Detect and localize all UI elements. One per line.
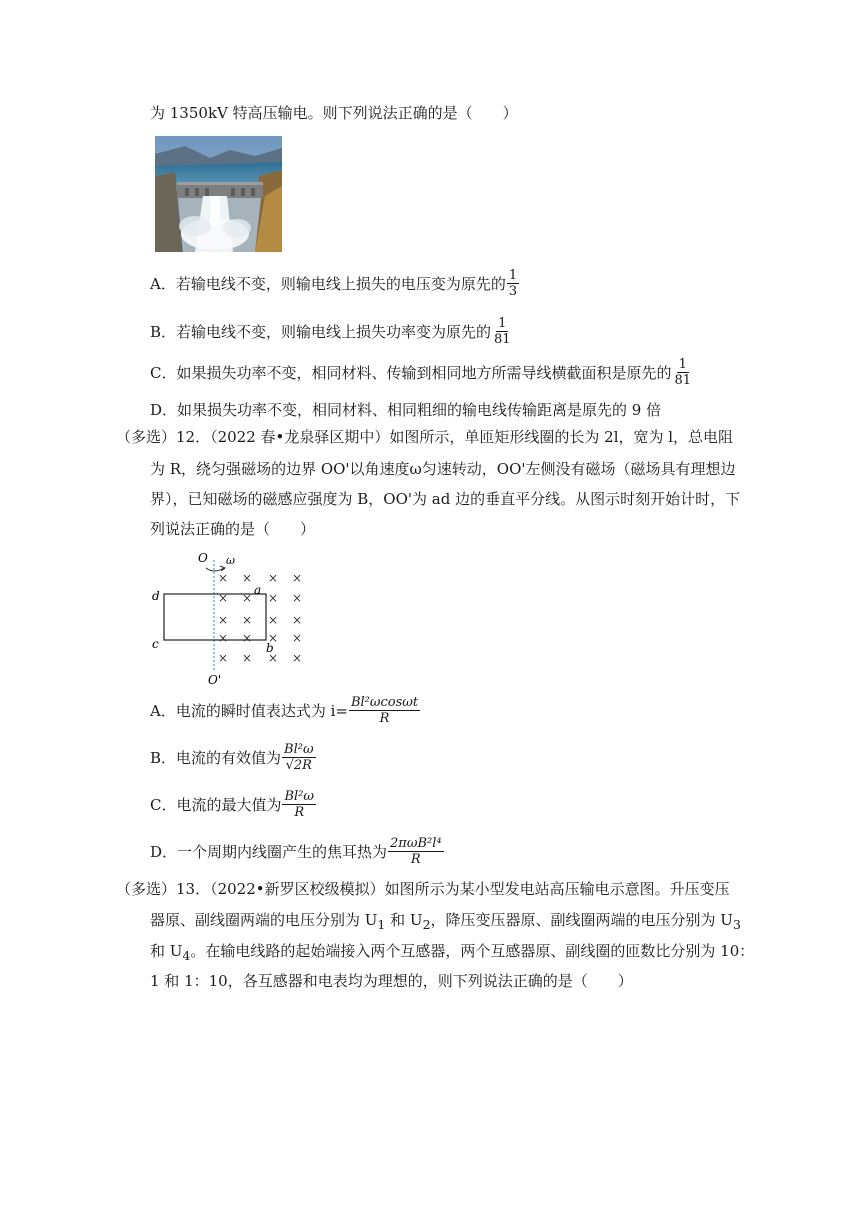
fraction-denominator: √2R (285, 758, 312, 773)
label-omega: ω (226, 554, 235, 567)
q13-stem-line-1: （多选）13．（2022•新罗区校级模拟）如图所示为某小型发电站高压输电示意图。升压变压 (116, 880, 730, 898)
field-cross: × (292, 613, 303, 627)
fraction-numerator: Bl²ω (284, 742, 314, 757)
q13-stem-line-2 (150, 909, 741, 936)
fraction-denominator: R (379, 711, 390, 726)
field-cross: × (242, 571, 253, 585)
q12-option-d (150, 836, 444, 867)
option-text: A．电流的瞬时值表达式为 i= (150, 702, 348, 720)
field-cross: × (218, 591, 229, 605)
q13-stem-line-4: 1 和 1：10，各互感器和电表均为理想的，则下列说法正确的是（ ） (150, 972, 633, 990)
field-cross: × (218, 631, 229, 645)
field-cross: × (292, 651, 303, 665)
text-run: 和 U (150, 942, 183, 960)
field-cross: × (292, 631, 303, 645)
subscript: 1 (377, 917, 386, 932)
text-run: 器原、副线圈两端的电压分别为 U (150, 911, 378, 929)
field-cross: × (218, 613, 229, 627)
q11-option-a (150, 268, 519, 299)
text-run: ，降压变压器原、副线圈两端的电压分别为 U (430, 911, 733, 929)
field-cross: × (242, 631, 253, 645)
q12-option-b (150, 742, 316, 773)
option-text: C．如果损失功率不变，相同材料、传输到相同地方所需导线横截面积是原先的 (150, 364, 672, 382)
label-c: c (152, 637, 159, 651)
fraction-denominator: 81 (494, 332, 511, 347)
fraction (349, 695, 420, 726)
label-a: a (254, 583, 262, 597)
q12-stem-line-1: （多选）12．（2022 春•龙泉驿区期中）如图所示，单匝矩形线圈的长为 2l，宽为 l，总电阻 (116, 428, 734, 446)
q12-stem-line-4: 列说法正确的是（ ） (150, 520, 316, 538)
fraction-denominator: 3 (508, 284, 518, 299)
fraction (507, 268, 519, 299)
fraction-denominator: R (410, 852, 421, 867)
label-o-bottom: O' (208, 673, 222, 687)
fraction-denominator: R (294, 805, 305, 820)
field-cross: × (292, 591, 303, 605)
option-text: D．一个周期内线圈产生的焦耳热为 (150, 843, 388, 861)
q12-stem-line-2: 为 R，绕匀强磁场的边界 OO'以角速度ω匀速转动，OO'左侧没有磁场（磁场具有理想边 (150, 460, 736, 478)
option-text: C．电流的最大值为 (150, 796, 282, 814)
fraction-numerator: Bl²ω (284, 789, 315, 804)
q11-stem-tail: 为 1350kV 特高压输电。则下列说法正确的是（ ） (150, 104, 518, 122)
option-text: B．电流的有效值为 (150, 749, 282, 767)
q12-option-c (150, 789, 316, 820)
q12-option-a (150, 695, 420, 726)
fraction-numerator: 1 (678, 357, 687, 372)
field-cross: × (292, 571, 303, 585)
fraction (672, 357, 693, 388)
q11-option-d: D．如果损失功率不变，相同材料、相同粗细的输电线传输距离是原先的 9 倍 (150, 401, 662, 419)
field-cross: × (268, 631, 279, 645)
fraction-numerator: Bl²ωcosωt (350, 695, 419, 710)
subscript: 3 (732, 917, 741, 932)
fraction-numerator: 2πωB²l⁴ (390, 836, 442, 851)
dam-photo (155, 136, 282, 252)
option-text: B．若输电线不变，则输电线上损失功率变为原先的 (150, 323, 492, 341)
fraction-numerator: 1 (508, 268, 518, 283)
field-cross: × (218, 571, 229, 585)
field-cross: × (268, 571, 279, 585)
fraction (492, 316, 513, 347)
q11-option-b (150, 316, 513, 347)
q12-stem-line-3: 界），已知磁场的磁感应强度为 B，OO'为 ad 边的垂直平分线。从图示时刻开始计时，下 (150, 490, 741, 508)
fraction-numerator: 1 (498, 316, 507, 331)
text-run: 。在输电线路的起始端接入两个互感器，两个互感器原、副线圈的匝数比分别为 10： (190, 942, 755, 960)
coil-magnetic-field-diagram (148, 548, 318, 688)
option-text: A．若输电线不变，则输电线上损失的电压变为原先的 (150, 275, 506, 293)
fraction (388, 836, 444, 867)
label-b: b (266, 641, 274, 655)
subscript: 4 (182, 948, 191, 963)
label-o-top: O (198, 551, 208, 565)
field-cross: × (218, 651, 229, 665)
field-cross: × (268, 651, 279, 665)
field-cross: × (242, 651, 253, 665)
q13-stem-line-3 (150, 940, 754, 967)
field-cross: × (268, 613, 279, 627)
subscript: 2 (422, 917, 431, 932)
fraction-denominator: 81 (674, 373, 692, 388)
field-cross: × (242, 613, 253, 627)
field-cross: × (242, 591, 253, 605)
text-run: 和 U (385, 911, 423, 929)
field-cross: × (268, 591, 279, 605)
fraction (282, 789, 316, 820)
fraction (282, 742, 316, 773)
label-d: d (152, 589, 160, 603)
q11-option-c (150, 357, 693, 388)
